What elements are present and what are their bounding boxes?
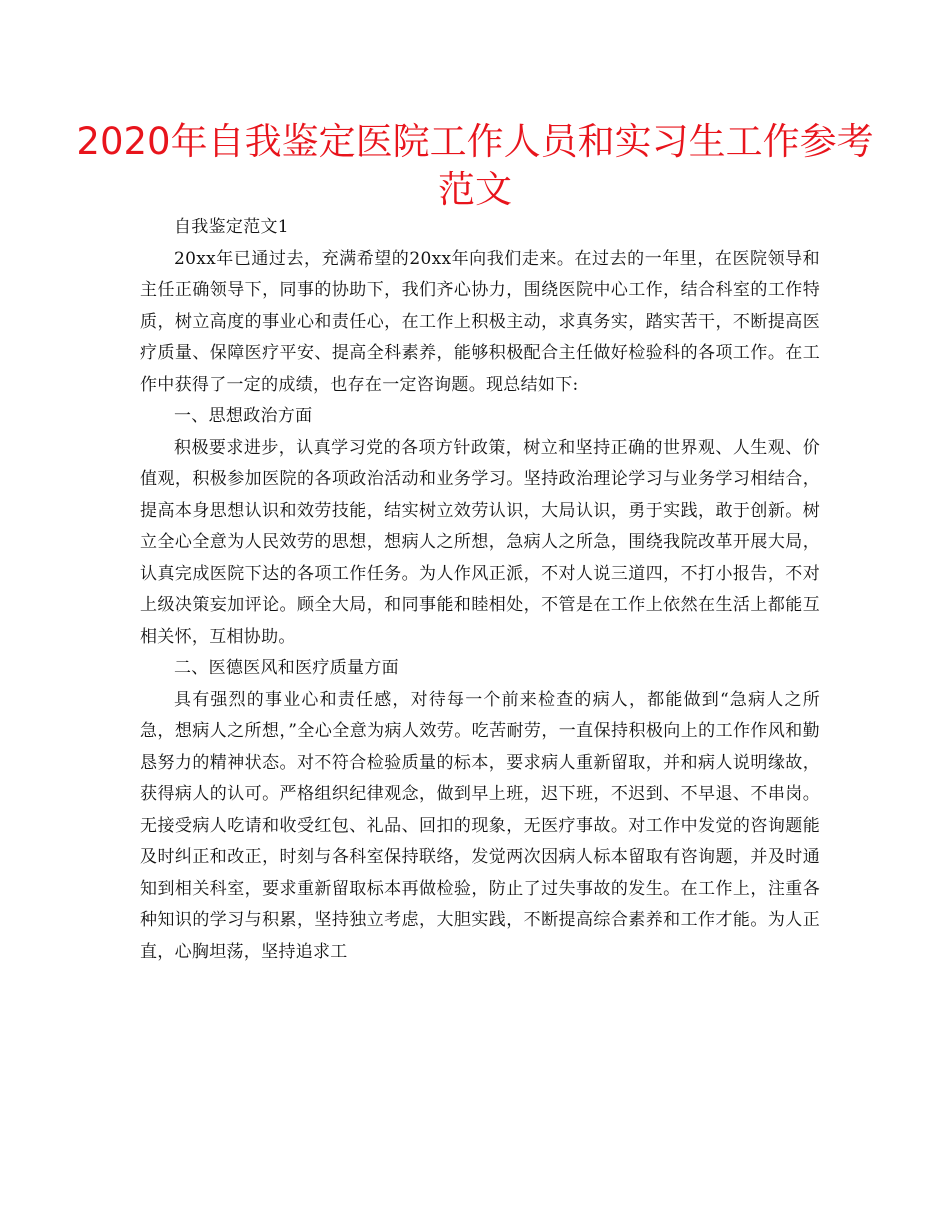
- section-heading: 二、医德医风和医疗质量方面: [174, 658, 399, 678]
- section-label: 自我鉴定范文1: [174, 217, 289, 237]
- paragraph: 20xx年已通过去，充满希望的20xx年向我们走来。在过去的一年里，在医院领导和主任正确领导下，同事的协助下，我们齐心协力，围绕医院中心工作，结合科室的工作特质，树立高度的事业心和责任心，在工作上积极主动，求真务实，踏实苦干，不断提高医疗质量、保障医疗平安、提高全科素养，能够积极配合主任做好检验科的各项工作。在工作中获得了一定的成绩，也存在一定咨询题。现总结如下:: [140, 248, 820, 395]
- paragraph: 具有强烈的事业心和责任感，对待每一个前来检查的病人，都能做到“急病人之所急，想病人之所想，”全心全意为病人效劳。吃苦耐劳，一直保持积极向上的工作作风和勤恳努力的精神状态。对不符合检验质量的标本，要求病人重新留取，并和病人说明缘故，获得病人的认可。严格组织纪律观念，做到早上班，迟下班，不迟到、不早退、不串岗。无接受病人吃请和收受红包、礼品、回扣的现象，无医疗事故。对工作中发觉的咨询题能及时纠正和改正，时刻与各科室保持联络，发觉两次因病人标本留取有咨询题，并及时通知到相关科室，要求重新留取标本再做检验，防止了过失事故的发生。在工作上，注重各种知识的学习与积累，坚持独立考虑，大胆实践，不断提高综合素养和工作才能。为人正直，心胸坦荡，坚持追求工: [140, 689, 820, 962]
- paragraph: 积极要求进步，认真学习党的各项方针政策，树立和坚持正确的世界观、人生观、价值观，积极参加医院的各项政治活动和业务学习。坚持政治理论学习与业务学习相结合，提高本身思想认识和效劳技能，结实树立效劳认识，大局认识，勇于实践，敢于创新。树立全心全意为人民效劳的思想，想病人之所想，急病人之所急，围绕我院改革开展大局，认真完成医院下达的各项工作任务。为人作风正派，不对人说三道四，不打小报告，不对上级决策妄加评论。顾全大局，和同事能和睦相处，不管是在工作上依然在生活上都能互相关怀，互相协助。: [140, 437, 820, 647]
- document-title: 2020年自我鉴定医院工作人员和实习生工作参考范文: [76, 120, 874, 211]
- document-body: [140, 212, 820, 968]
- section-heading: 一、思想政治方面: [174, 406, 313, 426]
